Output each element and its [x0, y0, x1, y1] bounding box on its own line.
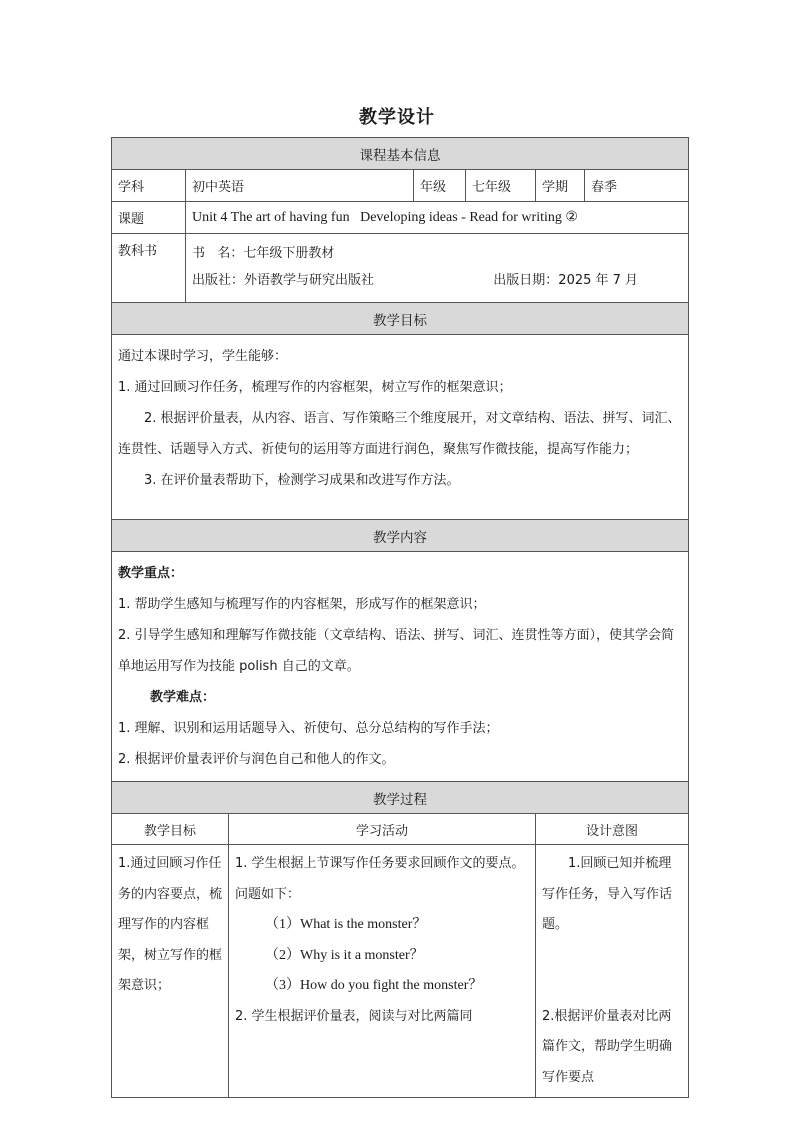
objective-item-1: 1. 通过回顾习作任务，梳理写作的内容框架，树立写作的框架意识；: [118, 380, 512, 395]
subject-label: 学科: [112, 170, 186, 202]
publisher: 出版社：外语教学与研究出版社: [192, 273, 375, 288]
difficulty-1: 1. 理解、识别和运用话题导入、祈使句、总分总结构的写作手法；: [118, 721, 499, 736]
difficulty-2: 2. 根据评价量表评价与润色自己和他人的作文。: [118, 752, 395, 767]
activity-2: 2. 学生根据评价量表，阅读与对比两篇同: [235, 1008, 473, 1024]
objective-item-2: 2. 根据评价量表，从内容、语言、写作策略三个维度展开，对文章结构、语法、拼写、词汇、连贯性、话题导入方式、祈使句的运用等方面进行润色，聚焦写作微技能，提高写作能力；: [118, 411, 681, 457]
process-goal-1: 1.通过回顾习作任务的内容要点，梳理写作的内容框架，树立写作的框架意识；: [118, 856, 223, 993]
book-name: 书 名：七年级下册教材: [192, 246, 335, 261]
difficulties-title: 教学难点：: [150, 690, 216, 705]
section-header-basic-info: 课程基本信息: [112, 138, 689, 170]
question-3: （3）How do you fight the monster？: [265, 978, 483, 993]
section-header-process: 教学过程: [112, 782, 689, 814]
question-2: （2）Why is it a monster？: [265, 947, 424, 963]
section-header-objectives: 教学目标: [112, 303, 689, 335]
question-1: （1）What is the monster？: [265, 917, 427, 932]
page-title: 教学设计: [359, 107, 435, 128]
col-header-intent: 设计意图: [536, 814, 689, 845]
intent-1: 1.回顾已知并梳理写作任务，导入写作话题。: [542, 856, 673, 932]
textbook-label: 教科书: [112, 234, 186, 303]
subject-value: 初中英语: [186, 170, 414, 202]
term-label: 学期: [536, 170, 585, 202]
intent-spacer: [542, 941, 682, 1002]
publish-date: 出版日期：2025 年 7 月: [493, 273, 639, 288]
key-point-2: 2. 引导学生感知和理解写作微技能（文章结构、语法、拼写、词汇、连贯性等方面），使其学会简单地运用写作为技能 polish 自己的文章。: [118, 628, 675, 674]
key-point-1: 1. 帮助学生感知与梳理写作的内容框架，形成写作的框架意识；: [118, 597, 486, 612]
grade-label: 年级: [414, 170, 466, 201]
col-header-activity: 学习活动: [229, 814, 536, 845]
term-value: 春季: [585, 170, 689, 202]
key-points-title: 教学重点：: [118, 566, 184, 581]
intent-2: 2.根据评价量表对比两篇作文，帮助学生明确写作要点: [542, 1008, 673, 1085]
objectives-intro: 通过本课时学习，学生能够：: [118, 349, 288, 364]
lesson-plan-table: [111, 137, 689, 1098]
objective-item-3: 3. 在评价量表帮助下，检测学习成果和改进写作方法。: [144, 473, 460, 488]
col-header-goal: 教学目标: [112, 814, 229, 845]
section-header-content: 教学内容: [112, 520, 689, 552]
activity-1: 1. 学生根据上节课写作任务要求回顾作文的要点。问题如下：: [235, 856, 525, 902]
topic-label: 课题: [112, 202, 186, 234]
grade-value: 七年级: [472, 180, 512, 195]
topic-value: Unit 4 The art of having fun Developing ideas - Read for writing ②: [186, 202, 689, 234]
